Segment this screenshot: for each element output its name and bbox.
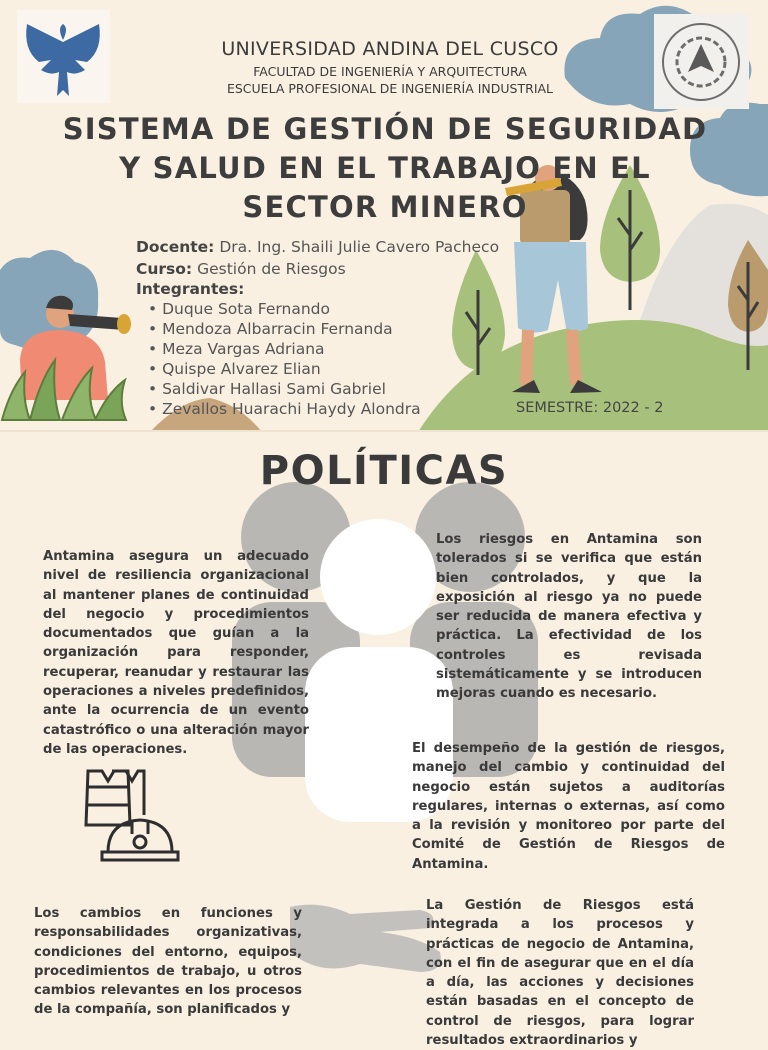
header-banner (0, 0, 768, 432)
school-name: ESCUELA PROFESIONAL DE INGENIERÍA INDUSTRIAL (226, 81, 554, 96)
document-title (40, 110, 730, 227)
tree-left (452, 250, 505, 375)
hard-hat-icon (100, 810, 180, 865)
curso-line (136, 260, 346, 278)
title-line-2: Y SALUD EN EL TRABAJO EN EL (119, 151, 651, 185)
list-item: • Saldivar Hallasi Sami Gabriel (148, 379, 421, 399)
policy-paragraph-3: El desempeño de la gestión de riesgos, manejo del cambio y continuidad del negocio están sujetos a auditorías regulares, internas o externas, así como a la revisión y monitoreo por parte del Comité de Gestión de Riesgos de Antamina. (412, 741, 725, 872)
integrantes-label: Integrantes: (136, 280, 245, 298)
list-item: • Meza Vargas Adriana (148, 339, 421, 359)
semestre-value: 2022 - 2 (602, 400, 664, 416)
university-seal-icon (654, 14, 749, 109)
semestre-line (516, 400, 663, 416)
policy-paragraph-4: Los cambios en funciones y responsabilidades organizativas, condiciones del entorno, equipos, procedimientos de trabajo, u otros cambios relevantes en los procesos de la compañía, son planificados y (34, 906, 302, 1018)
title-line-3: SECTOR MINERO (242, 190, 528, 224)
curso-value: Gestión de Riesgos (197, 260, 346, 278)
section-title-politicas: POLÍTICAS (259, 448, 509, 494)
docente-value: Dra. Ing. Shaili Julie Cavero Pacheco (219, 238, 500, 256)
curso-label: Curso: (136, 260, 193, 278)
policy-paragraph-1: Antamina asegura un adecuado nivel de resiliencia organizacional al mantener planes de continuidad del negocio y procedimientos documentados que guían a la organización para responder, recuperar, reanudar y restaurar las operaciones a niveles predefinidos, ante la ocurrencia de un evento catastrófico o una alteración mayor de las operaciones. (43, 549, 309, 757)
policy-paragraph-2: Los riesgos en Antamina son tolerados si se verifica que están bien controlados, y que la exposición al riesgo ya no puede ser reducida de manera efectiva y práctica. La efectividad de los controles es revisada sistemáticamente y se introducen mejoras cuando es necesario. (436, 532, 702, 702)
title-line-1: SISTEMA DE GESTIÓN DE SEGURIDAD (62, 112, 708, 146)
university-name: UNIVERSIDAD ANDINA DEL CUSCO (221, 38, 559, 60)
list-item: • Zevallos Huarachi Haydy Alondra (148, 399, 421, 419)
semestre-label: SEMESTRE: (516, 400, 599, 416)
list-item: • Duque Sota Fernando (148, 299, 421, 319)
members-list (148, 299, 421, 419)
list-item: • Mendoza Albarracin Fernanda (148, 319, 421, 339)
list-item: • Quispe Alvarez Elian (148, 359, 421, 379)
docente-label: Docente: (136, 238, 215, 256)
policy-paragraph-5: La Gestión de Riesgos está integrada a los procesos y prácticas de negocio de Antamina, con el fin de asegurar que en el día a día, las acciones y decisiones están basadas en el concepto de control de riesgos, para lograr resultados extraordinarios y (426, 898, 694, 1049)
faculty-name: FACULTAD DE INGENIERÍA Y ARQUITECTURA (253, 64, 527, 79)
eagle-logo-icon (17, 10, 110, 103)
docente-line (136, 238, 499, 256)
